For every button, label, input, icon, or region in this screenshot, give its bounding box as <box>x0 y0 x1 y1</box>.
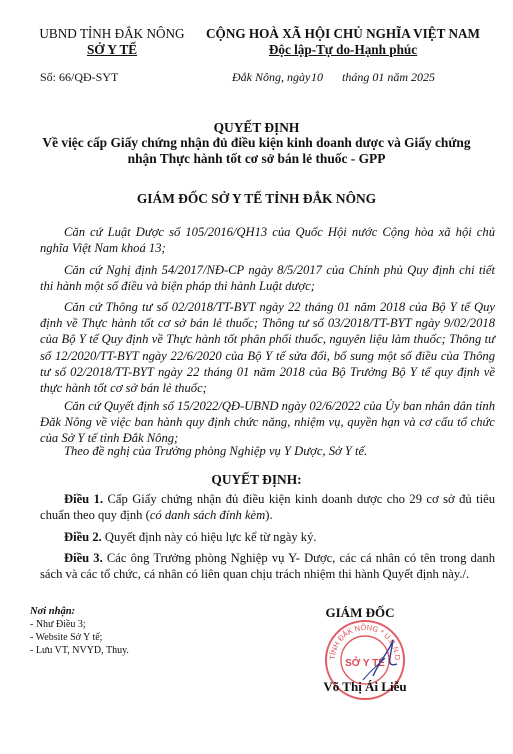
article-label: Điều 1. <box>64 492 104 506</box>
date-month-year: tháng 01 năm 2025 <box>342 70 435 84</box>
article-2 <box>40 529 495 545</box>
date-day: 10 <box>311 70 323 84</box>
article-italic: có danh sách đính kèm <box>149 508 266 523</box>
national-motto: Độc lập-Tự do-Hạnh phúc <box>268 42 418 57</box>
recipient-item: - Như Điều 3; <box>30 619 86 630</box>
article-text: Các ông Trưởng phòng Nghiệp vụ Y- Dược, các cá nhân có tên trong danh sách và các tổ chức, cá nhân có liên quan chịu trách nhiệm thi hành Quyết định này./. <box>40 551 496 582</box>
article-tail: ). <box>265 508 273 523</box>
recipient-item: - Website Sở Y tế; <box>30 632 103 643</box>
agency-name: SỞ Y TẾ <box>86 42 138 57</box>
legal-basis-3 <box>40 299 495 396</box>
proposal-basis <box>40 443 495 459</box>
document-title: QUYẾT ĐỊNH <box>213 120 300 135</box>
legal-basis-1 <box>40 224 495 256</box>
stamp-center-text: SỞ Y TẾ <box>345 658 385 669</box>
legal-basis-2 <box>40 262 495 294</box>
decision-heading: QUYẾT ĐỊNH: <box>211 472 302 487</box>
legal-basis-text: Căn cứ Nghị định 54/2017/NĐ-CP ngày 8/5/2017 của Chính phủ Quy định chi tiết thi hành một số điều và biện pháp thi hành Luật dược; <box>40 263 495 294</box>
recipients-block <box>30 605 210 657</box>
stamp-ring-text: TỈNH ĐẮK NÔNG * U.B.N.D <box>327 622 403 661</box>
article-label: Điều 3. <box>64 551 103 565</box>
issuing-agency-block <box>22 26 202 58</box>
document-subject <box>30 135 483 167</box>
article-1 <box>40 491 495 523</box>
legal-basis-text: Căn cứ Thông tư số 02/2018/TT-BYT ngày 22 tháng 01 năm 2018 của Bộ Y tế Quy định về Thực hành tốt cơ sở bán lẻ thuốc; Thông tư số 03/2018/TT-BYT ngày 9/02/2018 của Bộ Y tế Quy định về Thực hành tốt phân phối thuốc, nguyên liệu làm thuốc; Thông tư số 12/2020/TT-BYT ngày 22/6/2020 của Bộ Y tế sửa đổi, bổ sung một số điều của Thông tư số 02/2018/TT-BYT ngày 22 tháng 01 năm 2018 của Bộ Trưởng Bộ Y tế quy định về thực hành tốt cơ sở bán lẻ thuốc; <box>40 300 495 396</box>
document-number: Số: 66/QĐ-SYT <box>40 70 119 84</box>
legal-basis-text: Theo đề nghị của Trưởng phòng Nghiệp vụ Y Dược, Sở Y tế. <box>64 444 368 458</box>
signer-title: GIÁM ĐỐC <box>325 605 395 620</box>
recipient-item: - Lưu VT, NVYD, Thuy. <box>30 645 129 656</box>
legal-basis-text: Căn cứ Luật Dược số 105/2016/QH13 của Quốc Hội nước Cộng hòa xã hội chủ nghĩa Việt Nam khoá 13; <box>40 225 495 256</box>
national-header-block <box>188 26 498 58</box>
subject-line-1: Về việc cấp Giấy chứng nhận đủ điều kiện kinh doanh dược và Giấy chứng <box>42 135 471 150</box>
legal-basis-4 <box>40 398 495 447</box>
nation-name: CỘNG HOÀ XÃ HỘI CHỦ NGHĨA VIỆT NAM <box>206 26 480 41</box>
director-heading: GIÁM ĐỐC SỞ Y TẾ TỈNH ĐẮK NÔNG <box>136 191 377 206</box>
agency-parent: UBND TỈNH ĐẮK NÔNG <box>39 26 185 41</box>
article-label: Điều 2. <box>64 530 102 544</box>
date-prefix: Đắk Nông, ngày <box>232 70 311 84</box>
recipients-heading: Nơi nhận: <box>30 606 76 617</box>
subject-line-2: nhận Thực hành tốt cơ sở bán lẻ thuốc - GPP <box>127 151 386 166</box>
article-3 <box>40 550 495 582</box>
article-text: Cấp Giấy chứng nhận đủ điều kiện kinh doanh dược cho 29 cơ sở đủ tiêu chuẩn theo quy định ( <box>40 492 495 523</box>
legal-basis-text: Căn cứ Quyết định số 15/2022/QĐ-UBND ngày 02/6/2022 của Ủy ban nhân dân tỉnh Đăk Nông về việc ban hành quy định chức năng, nhiệm vụ, quyền hạn và cơ cấu tổ chức của Sở Y tế tỉnh Đắk Nông; <box>40 399 495 446</box>
article-text: Quyết định này có hiệu lực kể từ ngày ký. <box>101 530 317 544</box>
signer-name: Võ Thị Ái Liễu <box>323 679 407 694</box>
